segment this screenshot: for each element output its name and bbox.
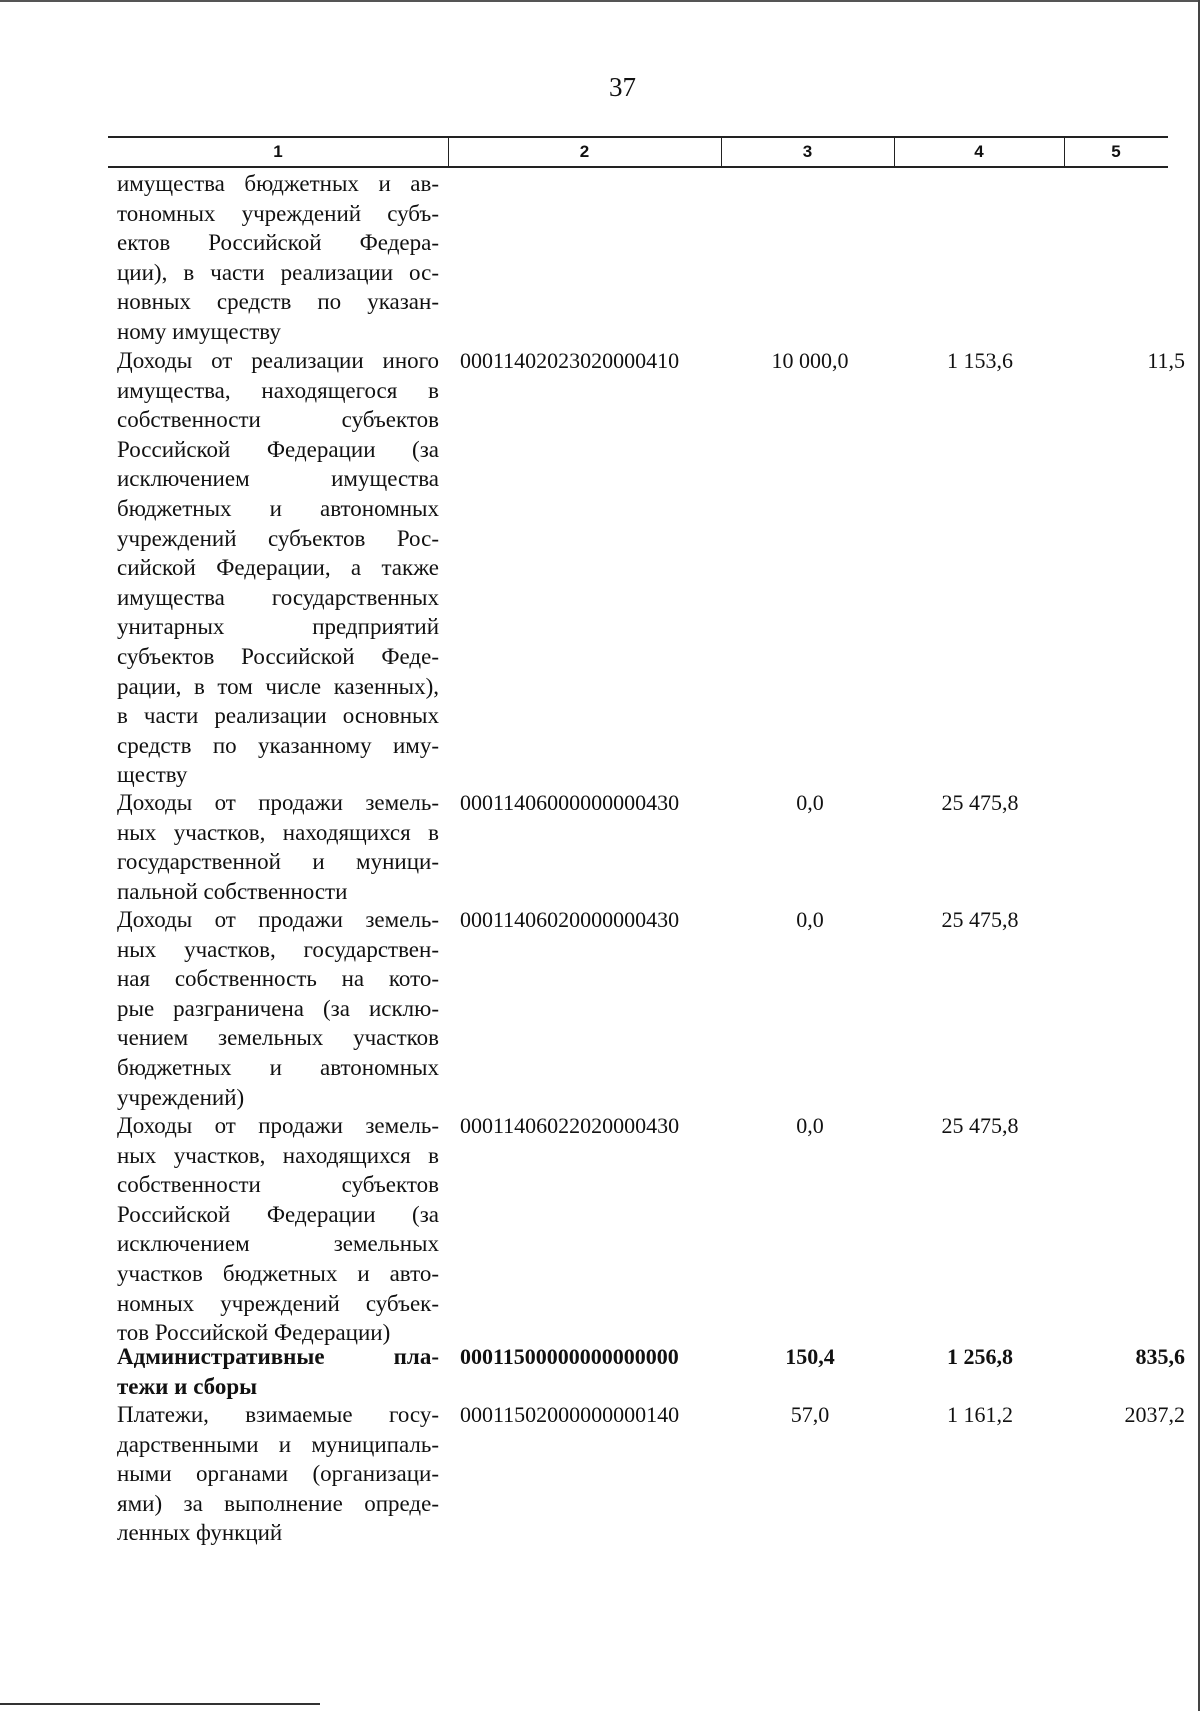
header-col-5: 5: [1111, 142, 1121, 161]
budget-code: 00011406022020000430: [460, 1113, 680, 1138]
description-line: Российской Федерации (за: [117, 436, 439, 462]
page-number: 37: [609, 72, 636, 102]
value-col-3: 150,4: [785, 1344, 835, 1369]
description-line: чением земельных участков: [117, 1025, 439, 1051]
description-line: унитарных предприятий: [117, 614, 439, 640]
description-line: рации, в том числе казенных),: [117, 673, 439, 699]
header-col-1: 1: [273, 142, 283, 161]
description-line: тов Российской Федерации): [117, 1320, 391, 1346]
value-col-4: 1 153,6: [947, 348, 1013, 373]
value-col-3: 0,0: [796, 1113, 824, 1138]
description-line: Доходы от продажи земель-: [117, 1113, 439, 1138]
description-line: тономных учреждений субъ-: [117, 200, 439, 226]
description-line: ная собственность на кото-: [117, 966, 439, 992]
header-col-4: 4: [974, 142, 984, 161]
description-line: учреждений): [117, 1084, 245, 1110]
row-description: [117, 788, 439, 906]
description-line: Платежи, взимаемые госу-: [117, 1402, 439, 1427]
description-line: участков бюджетных и авто-: [117, 1260, 439, 1286]
description-line: номных учреждений субъек-: [117, 1290, 439, 1316]
description-line: в части реализации основных: [117, 703, 439, 729]
description-line: ции), в части реализации ос-: [117, 259, 439, 285]
value-col-5: 2037,2: [1124, 1402, 1185, 1427]
description-line: бюджетных и автономных: [117, 1054, 439, 1080]
value-col-3: 10 000,0: [771, 348, 849, 373]
description-line: ному имуществу: [117, 318, 281, 344]
description-line: Российской Федерации (за: [117, 1201, 439, 1227]
description-line: бюджетных и автономных: [117, 495, 439, 521]
description-line: дарственными и муниципаль-: [117, 1431, 439, 1457]
description-line: Доходы от реализации иного: [117, 348, 439, 373]
value-col-5: 835,6: [1135, 1344, 1185, 1369]
description-line: пальной собственности: [117, 878, 348, 904]
description-line: собственности субъектов: [117, 407, 439, 433]
row-description: [117, 1342, 439, 1401]
value-col-3: 57,0: [790, 1402, 830, 1427]
description-line: учреждений субъектов Рос-: [117, 525, 439, 551]
description-line: государственной и муници-: [117, 849, 439, 875]
header-col-3: 3: [802, 142, 813, 161]
description-line: сийской Федерации, а также: [117, 555, 439, 581]
description-line: Доходы от продажи земель-: [117, 790, 439, 815]
description-line: ных участков, находящихся в: [117, 819, 439, 845]
description-line: тежи и сборы: [117, 1373, 258, 1399]
budget-code: 00011402023020000410: [460, 348, 680, 373]
value-col-3: 0,0: [796, 907, 824, 932]
description-line: ленных функций: [117, 1520, 283, 1546]
description-line: Административные пла-: [117, 1344, 439, 1369]
value-col-4: 1 256,8: [947, 1344, 1013, 1369]
description-line: собственности субъектов: [117, 1172, 439, 1198]
description-line: рые разграничена (за исклю-: [117, 995, 439, 1021]
row-description: [117, 1400, 439, 1548]
description-line: исключением земельных: [117, 1231, 439, 1257]
value-col-3: 0,0: [796, 790, 824, 815]
description-line: исключением имущества: [117, 466, 439, 492]
budget-code: 00011500000000000000: [460, 1344, 679, 1369]
description-line: ями) за выполнение опреде-: [117, 1490, 439, 1516]
description-line: средств по указанному иму-: [117, 732, 439, 758]
description-line: ных участков, государствен-: [117, 936, 439, 962]
description-line: имущества государственных: [117, 584, 439, 610]
row-description: [117, 905, 439, 1112]
description-line: ществу: [117, 762, 188, 788]
description-line: Доходы от продажи земель-: [117, 907, 439, 932]
description-line: имущества бюджетных и ав-: [117, 171, 439, 196]
value-col-4: 25 475,8: [941, 1113, 1019, 1138]
budget-code: 00011502000000000140: [460, 1402, 680, 1427]
budget-code: 00011406020000000430: [460, 907, 680, 932]
description-line: имущества, находящегося в: [117, 377, 439, 403]
value-col-4: 1 161,2: [947, 1402, 1013, 1427]
description-line: ектов Российской Федера-: [117, 230, 439, 256]
row-description: [117, 1111, 439, 1348]
row-description: [117, 346, 439, 790]
budget-code: 00011406000000000430: [460, 790, 680, 815]
description-line: ных участков, находящихся в: [117, 1142, 439, 1168]
value-col-4: 25 475,8: [941, 790, 1019, 815]
value-col-4: 25 475,8: [941, 907, 1019, 932]
row-description: [117, 169, 439, 347]
page-bottom-line: [0, 1703, 320, 1705]
description-line: ными органами (организаци-: [117, 1461, 439, 1487]
description-line: новных средств по указан-: [117, 289, 439, 315]
header-col-2: 2: [579, 142, 590, 161]
value-col-5: 11,5: [1147, 348, 1185, 373]
description-line: субъектов Российской Феде-: [117, 643, 439, 669]
